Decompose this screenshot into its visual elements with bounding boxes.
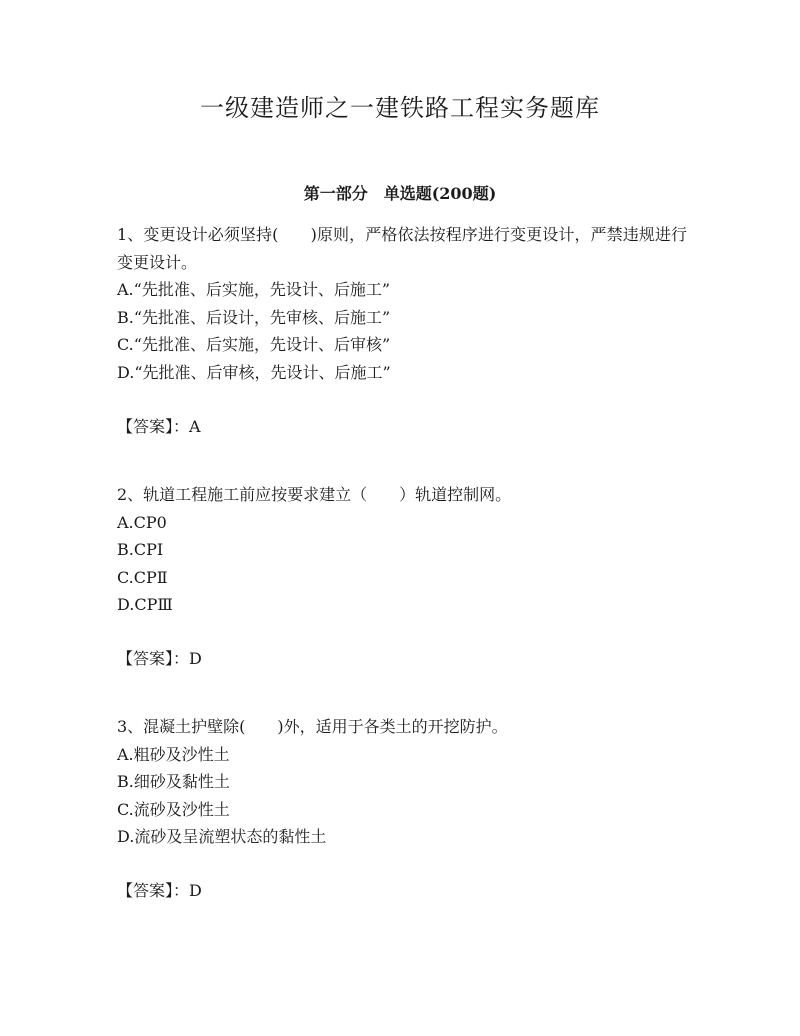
answer-2: [117, 645, 202, 673]
option-c: C.流砂及沙性土: [117, 799, 230, 819]
question-3: [117, 713, 687, 851]
option-c: C.CPⅡ: [117, 567, 168, 587]
document-title: 一级建造师之一建铁路工程实务题库: [200, 94, 600, 122]
answer-label: 【答案】：: [117, 649, 190, 668]
option-b: B.CPⅠ: [117, 540, 164, 559]
answer-value: D: [189, 649, 202, 668]
question-stem: 3、混凝土护壁除( )外，适用于各类土的开挖防护。: [117, 717, 508, 736]
option-d: D.流砂及呈流塑状态的黏性土: [117, 827, 327, 846]
answer-label: 【答案】：: [117, 417, 190, 436]
question-2: [117, 481, 687, 619]
answer-label: 【答案】：: [117, 881, 190, 900]
option-d: D.“先批准、后审核，先设计、后施工”: [117, 362, 391, 382]
question-stem: 2、轨道工程施工前应按要求建立（ ）轨道控制网。: [117, 485, 512, 504]
option-a: A.粗砂及沙性土: [117, 744, 230, 764]
option-c: C.“先批准、后实施，先设计、后审核”: [117, 335, 391, 354]
option-b: B.“先批准、后设计，先审核、后施工”: [117, 307, 391, 327]
option-d: D.CPⅢ: [117, 595, 173, 614]
option-b: B.细砂及黏性土: [117, 772, 230, 791]
answer-1: [117, 413, 201, 441]
answer-value: D: [189, 881, 202, 900]
question-1: [117, 221, 687, 386]
question-stem: 1、变更设计必须坚持( )原则，严格依法按程序进行变更设计，严禁违规进行变更设计。: [117, 225, 687, 272]
option-a: A.CP0: [117, 512, 167, 532]
answer-3: [117, 877, 202, 905]
answer-value: A: [189, 417, 201, 436]
section-heading: 第一部分 单选题(200题): [303, 184, 497, 203]
option-a: A.“先批准、后实施，先设计、后施工”: [117, 280, 391, 299]
